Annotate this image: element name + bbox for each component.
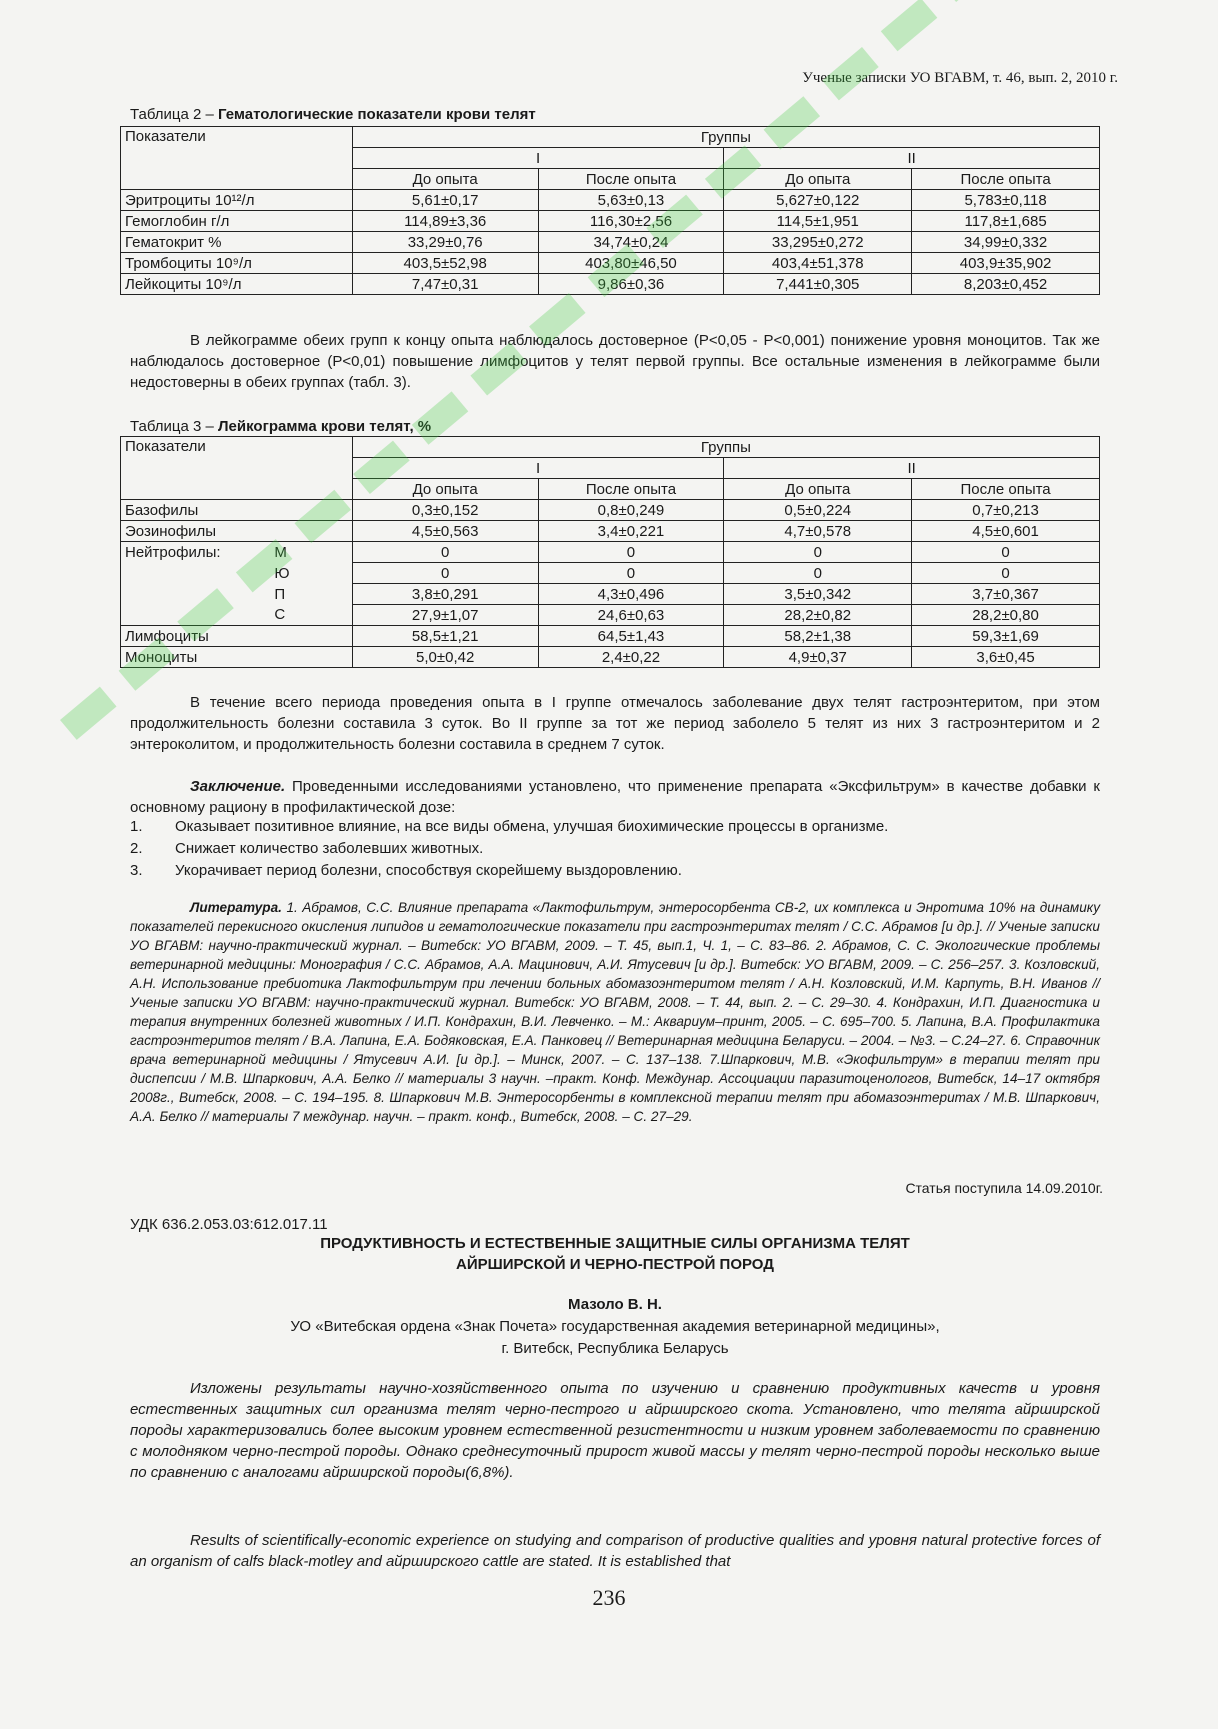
table3-header-indicators: Показатели xyxy=(121,437,353,500)
table-row: Лимфоциты 58,5±1,21 64,5±1,43 58,2±1,38 59,3±1,69 xyxy=(121,626,1100,647)
table3-header-before: До опыта xyxy=(724,479,912,500)
author: Мазоло В. Н. xyxy=(568,1296,662,1313)
table-row: Эозинофилы 4,5±0,563 3,4±0,221 4,7±0,578 4,5±0,601 xyxy=(121,521,1100,542)
table2-header-group2: II xyxy=(724,148,1100,169)
table-row: С 27,9±1,07 24,6±0,63 28,2±0,82 28,2±0,80 xyxy=(121,605,1100,626)
table2-header-group1: I xyxy=(352,148,724,169)
affiliation-line2: г. Витебск, Республика Беларусь xyxy=(501,1340,729,1357)
table2-header-after: После опыта xyxy=(912,169,1100,190)
table-row: Нейтрофилы: М 0 0 0 0 xyxy=(121,542,1100,563)
list-item: 2. Снижает количество заболевших животных. xyxy=(130,840,484,857)
conclusion-label: Заключение. xyxy=(190,778,286,795)
paragraph-leukogram: В лейкограмме обеих групп к концу опыта наблюдалось достоверное (Р<0,05 - Р<0,001) понижение уровня моноцитов. Так же наблюдалось достоверное (Р<0,01) повышение лимфоцитов у телят первой группы. Все остальные изменения в лейкограмме были недостоверны в обеих группах (табл. 3). xyxy=(130,332,1100,391)
list-item: 3. Укорачивает период болезни, способствуя скорейшему выздоровлению. xyxy=(130,862,682,879)
table-row: Тромбоциты 10⁹/л 403,5±52,98 403,80±46,50 403,4±51,378 403,9±35,902 xyxy=(121,253,1100,274)
table3-header-after: После опыта xyxy=(538,479,724,500)
table-row: Моноциты 5,0±0,42 2,4±0,22 4,9±0,37 3,6±0,45 xyxy=(121,647,1100,668)
udk-code: УДК 636.2.053.03:612.017.11 xyxy=(130,1216,328,1233)
table3-header-group1: I xyxy=(352,458,724,479)
table3-header-after: После опыта xyxy=(912,479,1100,500)
table-row: П 3,8±0,291 4,3±0,496 3,5±0,342 3,7±0,367 xyxy=(121,584,1100,605)
paragraph-conclusion: Заключение. Проведенными исследованиями установлено, что применение препарата «Эксфильтрум» в качестве добавки к основному рациону в профилактической дозе: xyxy=(130,778,1100,816)
article-title-line2: АЙРШИРСКОЙ И ЧЕРНО-ПЕСТРОЙ ПОРОД xyxy=(456,1256,774,1273)
table2-header-before: До опыта xyxy=(352,169,538,190)
table-row: Базофилы 0,3±0,152 0,8±0,249 0,5±0,224 0,7±0,213 xyxy=(121,500,1100,521)
table-row: Ю 0 0 0 0 xyxy=(121,563,1100,584)
table2-caption: Таблица 2 – Гематологические показатели крови телят xyxy=(130,106,536,123)
affiliation-line1: УО «Витебская ордена «Знак Почета» государственная академия ветеринарной медицины», xyxy=(290,1318,940,1335)
table2-header-indicators: Показатели xyxy=(121,127,353,190)
table3-header-before: До опыта xyxy=(352,479,538,500)
abstract-en: Results of scientifically-economic experience on studying and comparison of productive qualities and уровня natural protective forces of an organism of calfs black-motley and айрширского cattle are stated. It is established that xyxy=(130,1532,1100,1570)
table2-header-groups: Группы xyxy=(352,127,1099,148)
table3 xyxy=(120,436,1100,668)
table2-header-before: До опыта xyxy=(724,169,912,190)
table-row: Гематокрит % 33,29±0,76 34,74±0,24 33,295±0,272 34,99±0,332 xyxy=(121,232,1100,253)
table-row: Гемоглобин г/л 114,89±3,36 116,30±2,56 114,5±1,951 117,8±1,685 xyxy=(121,211,1100,232)
references: Литература. 1. Абрамов, С.С. Влияние препарата «Лактофильтрум, энтеросорбента СВ-2, их комплекса и Энротима 10% на динамику показателей перекисного окисления липидов и гематологические показатели при гастроэнтеритах телят / С.С. Абрамов [и др.]. // Ученые записки УО ВГАВМ: научно-практический журнал. – Витебск: УО ВГАВМ, 2009. – Т. 45, вып.1, Ч. 1, – С. 83–86. 2. Абрамов, С. С. Экологические проблемы ветеринарной медицины: Монография / С.С. Абрамов, А.А. Мацинович, А.И. Ятусевич [и др.]. Витебск: УО ВГАВМ, 2009. – С. 256–257. 3. Козловский, А.Н. Использование пребиотика Лактофильтрум при лечении больных абомазоэнтеритом телят / А.Н. Козловский, И.М. Карпуть, В.Н. Иванов // Ученые записки УО ВГАВМ: научно-практический журнал. Витебск: УО ВГАВМ, 2008. – Т. 44, вып. 2. – С. 29–30. 4. Кондрахин, И.П. Диагностика и терапия внутренних болезней животных / И.П. Кондрахин, В.И. Левченко. – М.: Аквариум–принт, 2005. – С. 695–700. 5. Лапина, В.А. Профилактика гастроэнтеритов телят / В.А. Лапина, Е.А. Бодяковская, Е.А. Панковец // Ветеринарная медицина Беларуси. – 2004. – №3. – С.24–27. 6. Справочник врача ветеринарной медицины / Ятусевич А.И. [и др.]. – Минск, 2007. – С. 137–138. 7.Шпаркович, М.В. «Экофильтрум» в терапии телят при диспепсии / М.В. Шпаркович, А.А. Белко // материалы 3 научн. –практ. Конф. Междунар. Ассоциации паразитоценологов, Витебск, 14–17 октября 2008г., Витебск, 2008. – С. 194–195. 8. Шпаркович М.В. Энтеросорбенты в комплексной терапии телят при абомазоэнтеритах / М.В. Шпаркович, А.А. Белко // материалы 7 междунар. научн. – практ. конф., Витебск, 2008. – С. 27–29. xyxy=(130,900,1100,1124)
table2-header-after: После опыта xyxy=(538,169,724,190)
table-row: Эритроциты 10¹²/л 5,61±0,17 5,63±0,13 5,627±0,122 5,783±0,118 xyxy=(121,190,1100,211)
table2 xyxy=(120,126,1100,295)
paragraph-disease: В течение всего периода проведения опыта в I группе отмечалось заболевание двух телят гастроэнтеритом, при этом продолжительность болезни составила 3 суток. Во II группе за тот же период заболело 5 телят из них 3 гастроэнтеритом и 2 энтероколитом, и продолжительность болезни составила в среднем 7 суток. xyxy=(130,694,1100,753)
table3-caption: Таблица 3 – Лейкограмма крови телят, % xyxy=(130,418,432,435)
references-label: Литература. xyxy=(190,900,282,915)
page-number: 236 xyxy=(592,1585,626,1610)
running-header: Ученые записки УО ВГАВМ, т. 46, вып. 2, 2010 г. xyxy=(802,70,1118,86)
article-title-line1: ПРОДУКТИВНОСТЬ И ЕСТЕСТВЕННЫЕ ЗАЩИТНЫЕ СИЛЫ ОРГАНИЗМА ТЕЛЯТ xyxy=(320,1235,910,1252)
table3-header-group2: II xyxy=(724,458,1100,479)
abstract-ru: Изложены результаты научно-хозяйственного опыта по изучению и сравнению продуктивных качеств и уровня естественных защитных сил организма телят черно-пестрого и айрширского скота. Установлено, что телята айрширской породы характеризовались более высоким уровнем естественной резистентности и низким уровнем заболеваемости по сравнению с молодняком черно-пестрой породы. Однако среднесуточный прирост живой массы у телят черно-пестрой породы несколько выше по сравнению с аналогами айрширской породы(6,8%). xyxy=(130,1380,1100,1481)
list-item: 1. Оказывает позитивное влияние, на все виды обмена, улучшая биохимические процессы в организме. xyxy=(130,818,889,835)
table-row: Лейкоциты 10⁹/л 7,47±0,31 9,86±0,36 7,441±0,305 8,203±0,452 xyxy=(121,274,1100,295)
received-date: Статья поступила 14.09.2010г. xyxy=(905,1180,1103,1196)
table3-header-groups: Группы xyxy=(352,437,1099,458)
